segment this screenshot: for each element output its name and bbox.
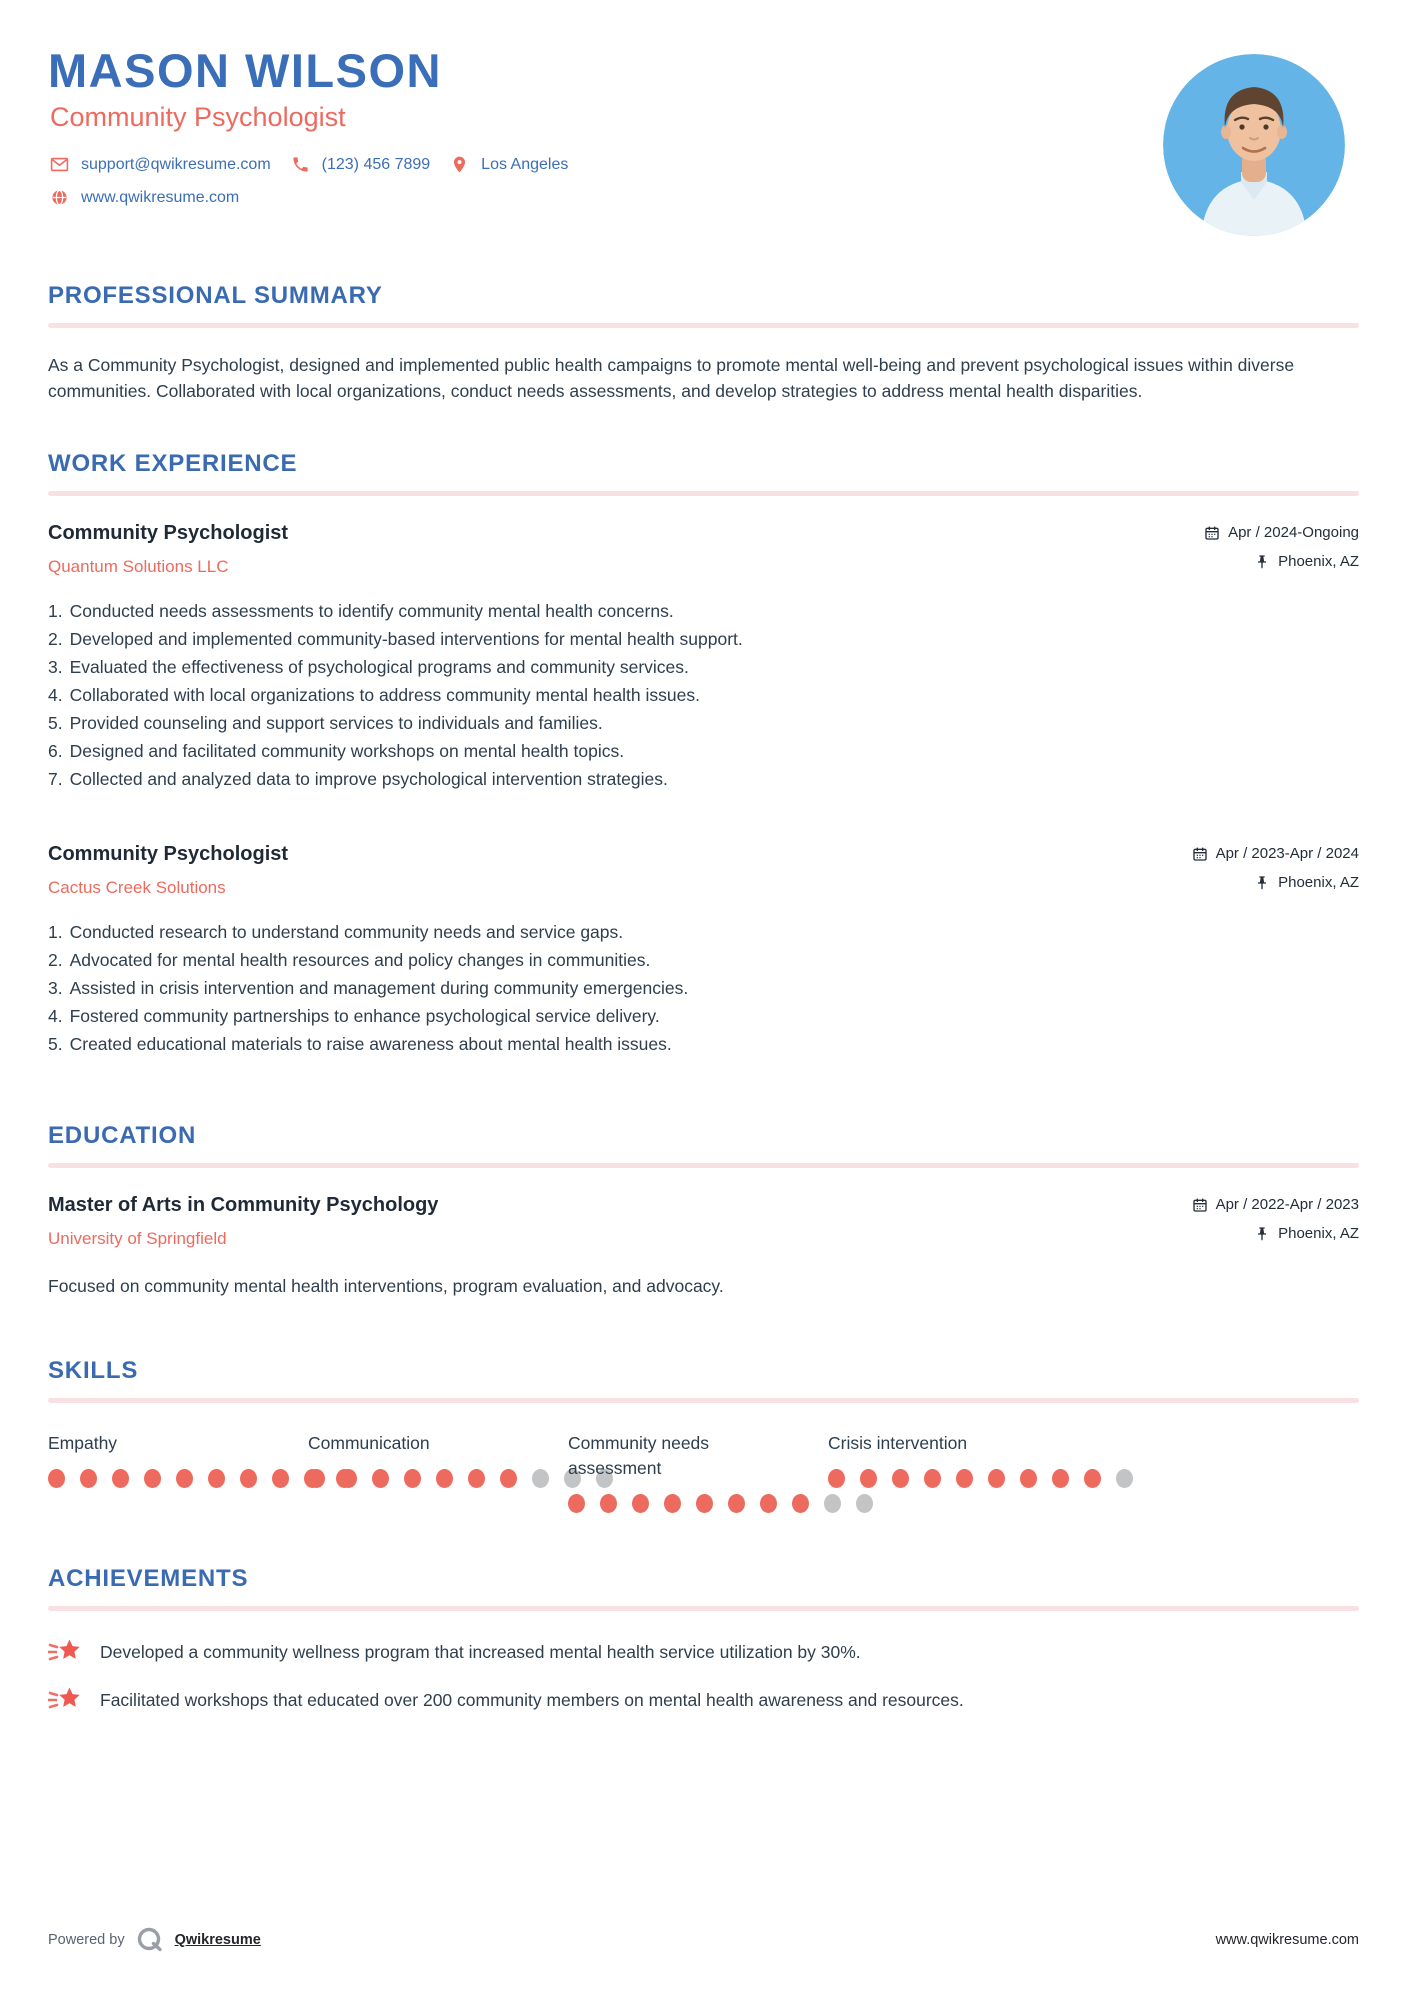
- pushpin-icon: [1254, 554, 1270, 570]
- achievement-text: Developed a community wellness program that increased mental health service utilization by 30%.: [100, 1641, 861, 1662]
- experience-bullet: 2. Developed and implemented community-based interventions for mental health support.: [48, 629, 743, 649]
- skill-rating: [828, 1469, 1088, 1488]
- skill-dot-filled: [404, 1469, 421, 1488]
- star-burst-icon: [48, 1637, 82, 1667]
- skill-name: Crisis intervention: [828, 1433, 968, 1453]
- job-title: Community Psychologist: [48, 522, 289, 544]
- avatar-photo: [1163, 54, 1345, 236]
- education-school: University of Springfield: [48, 1229, 227, 1248]
- skill-dot-filled: [924, 1469, 941, 1488]
- skill-dot-filled: [112, 1469, 129, 1488]
- skill-dot-filled: [1020, 1469, 1037, 1488]
- experience-bullet: 2. Advocated for mental health resources and policy changes in communities.: [48, 950, 651, 970]
- skill-dot-empty: [856, 1494, 873, 1513]
- skill-dot-filled: [1052, 1469, 1069, 1488]
- pushpin-icon: [1254, 875, 1270, 891]
- education-heading: EDUCATION: [48, 1122, 197, 1149]
- experience-bullet: 4. Fostered community partnerships to enhance psychological service delivery.: [48, 1006, 660, 1026]
- skills-heading: SKILLS: [48, 1357, 139, 1384]
- footer: [48, 1926, 1359, 1954]
- section-achievements: [48, 1565, 1359, 1715]
- brand-link[interactable]: Qwikresume: [174, 1932, 261, 1948]
- skill-item: [48, 1431, 308, 1488]
- contact-phone-text: (123) 456 7899: [321, 155, 431, 173]
- skill-name: Community needs assessment: [568, 1433, 710, 1478]
- skill-dot-filled: [568, 1494, 585, 1513]
- skill-item: [828, 1431, 1088, 1488]
- job-dates: Apr / 2024-Ongoing: [1204, 524, 1359, 541]
- skill-dot-empty: [824, 1494, 841, 1513]
- contact-location-text: Los Angeles: [481, 155, 569, 173]
- skill-dot-filled: [696, 1494, 713, 1513]
- experience-heading: WORK EXPERIENCE: [48, 450, 298, 477]
- skill-dot-filled: [892, 1469, 909, 1488]
- skill-rating: [308, 1469, 568, 1488]
- section-divider: [48, 1398, 1359, 1403]
- skill-dot-filled: [144, 1469, 161, 1488]
- section-divider: [48, 1606, 1359, 1611]
- skill-dot-filled: [632, 1494, 649, 1513]
- header-identity: [48, 46, 568, 207]
- skill-dot-filled: [308, 1469, 325, 1488]
- section-education: [48, 1122, 1359, 1299]
- skill-dot-filled: [240, 1469, 257, 1488]
- person-name: MASON WILSON: [48, 44, 442, 97]
- calendar-icon: [1192, 1197, 1208, 1213]
- map-pin-icon: [450, 155, 469, 174]
- job-dates: Apr / 2023-Apr / 2024: [1192, 845, 1359, 862]
- skill-dot-filled: [664, 1494, 681, 1513]
- summary-heading: PROFESSIONAL SUMMARY: [48, 282, 383, 309]
- skills-grid: [48, 1431, 1359, 1513]
- footer-branding: [48, 1926, 261, 1954]
- skill-item: [308, 1431, 568, 1488]
- education-dates: Apr / 2022-Apr / 2023: [1192, 1196, 1359, 1213]
- job-bullets: [48, 597, 1359, 793]
- contact-website[interactable]: [50, 188, 239, 207]
- skill-dot-filled: [468, 1469, 485, 1488]
- skill-dot-filled: [1084, 1469, 1101, 1488]
- skill-dot-filled: [48, 1469, 65, 1488]
- skill-dot-filled: [860, 1469, 877, 1488]
- skill-dot-filled: [600, 1494, 617, 1513]
- contact-email[interactable]: [50, 155, 271, 174]
- contact-phone[interactable]: [291, 155, 431, 174]
- skill-dot-filled: [372, 1469, 389, 1488]
- skill-dot-filled: [728, 1494, 745, 1513]
- skill-dot-filled: [176, 1469, 193, 1488]
- experience-bullet: 1. Conducted research to understand community needs and service gaps.: [48, 922, 624, 942]
- section-divider: [48, 1163, 1359, 1168]
- job-entry: [48, 843, 1359, 1058]
- skill-dot-filled: [956, 1469, 973, 1488]
- skill-dot-filled: [272, 1469, 289, 1488]
- achievements-list: [48, 1637, 1359, 1715]
- contact-row-1: [50, 155, 568, 174]
- powered-by-label: Powered by: [48, 1932, 125, 1948]
- person-job-title: Community Psychologist: [50, 102, 346, 133]
- contact-location: [450, 155, 568, 174]
- contact-email-text: support@qwikresume.com: [81, 155, 271, 173]
- job-bullets: [48, 918, 1359, 1058]
- skill-item: [568, 1431, 828, 1513]
- job-list: [48, 522, 1359, 1058]
- calendar-icon: [1204, 525, 1220, 541]
- skill-dot-filled: [80, 1469, 97, 1488]
- experience-bullet: 1. Conducted needs assessments to identify community mental health concerns.: [48, 601, 674, 621]
- skill-dot-filled: [828, 1469, 845, 1488]
- summary-text: As a Community Psychologist, designed and implemented public health campaigns to promote mental well-being and prevent psychological issues within diverse communities. Collaborated with local organizations, conduct needs assessments, and develop strategies to address mental health disparities.: [48, 355, 1295, 401]
- job-location: Phoenix, AZ: [1254, 874, 1359, 891]
- education-description: Focused on community mental health interventions, program evaluation, and advocacy.: [48, 1276, 724, 1296]
- experience-bullet: 3. Assisted in crisis intervention and management during community emergencies.: [48, 978, 689, 998]
- education-location: Phoenix, AZ: [1254, 1225, 1359, 1242]
- skill-dot-filled: [436, 1469, 453, 1488]
- calendar-icon: [1192, 846, 1208, 862]
- job-company: Cactus Creek Solutions: [48, 878, 226, 897]
- job-company: Quantum Solutions LLC: [48, 557, 229, 576]
- contact-row-2: [50, 188, 568, 207]
- skill-dot-filled: [760, 1494, 777, 1513]
- achievement-item: [48, 1685, 1359, 1715]
- section-divider: [48, 491, 1359, 496]
- achievement-text: Facilitated workshops that educated over 200 community members on mental health awareness and resources.: [100, 1689, 964, 1710]
- avatar: [1163, 54, 1345, 236]
- skill-rating: [568, 1494, 828, 1513]
- experience-bullet: 5. Created educational materials to raise awareness about mental health issues.: [48, 1034, 672, 1054]
- job-location: Phoenix, AZ: [1254, 553, 1359, 570]
- education-entry: [48, 1194, 1359, 1299]
- achievements-heading: ACHIEVEMENTS: [48, 1565, 249, 1592]
- skill-name: Empathy: [48, 1433, 118, 1453]
- education-degree: Master of Arts in Community Psychology: [48, 1194, 439, 1216]
- contact-website-text: www.qwikresume.com: [81, 188, 240, 206]
- envelope-icon: [50, 155, 69, 174]
- job-entry: [48, 522, 1359, 793]
- experience-bullet: 3. Evaluated the effectiveness of psychological programs and community services.: [48, 657, 689, 677]
- phone-icon: [291, 155, 310, 174]
- skill-rating: [48, 1469, 308, 1488]
- skill-dot-filled: [500, 1469, 517, 1488]
- globe-icon: [50, 188, 69, 207]
- job-title: Community Psychologist: [48, 843, 289, 865]
- experience-bullet: 5. Provided counseling and support services to individuals and families.: [48, 713, 603, 733]
- contact-info: [50, 155, 568, 207]
- section-experience: [48, 450, 1359, 1058]
- experience-bullet: 6. Designed and facilitated community workshops on mental health topics.: [48, 741, 625, 761]
- achievement-item: [48, 1637, 1359, 1667]
- skill-dot-empty: [532, 1469, 549, 1488]
- pushpin-icon: [1254, 1226, 1270, 1242]
- skill-dot-filled: [792, 1494, 809, 1513]
- section-divider: [48, 323, 1359, 328]
- experience-bullet: 7. Collected and analyzed data to improve psychological intervention strategies.: [48, 769, 668, 789]
- skill-dot-empty: [1116, 1469, 1133, 1488]
- header: [48, 46, 1359, 236]
- footer-website: www.qwikresume.com: [1215, 1932, 1359, 1948]
- star-burst-icon: [48, 1685, 82, 1715]
- skill-dot-filled: [340, 1469, 357, 1488]
- skill-dot-filled: [208, 1469, 225, 1488]
- experience-bullet: 4. Collaborated with local organizations to address community mental health issues.: [48, 685, 700, 705]
- skill-dot-filled: [988, 1469, 1005, 1488]
- q-logo-icon: [135, 1926, 165, 1954]
- section-skills: [48, 1357, 1359, 1513]
- section-summary: [48, 282, 1359, 404]
- skill-name: Communication: [308, 1433, 430, 1453]
